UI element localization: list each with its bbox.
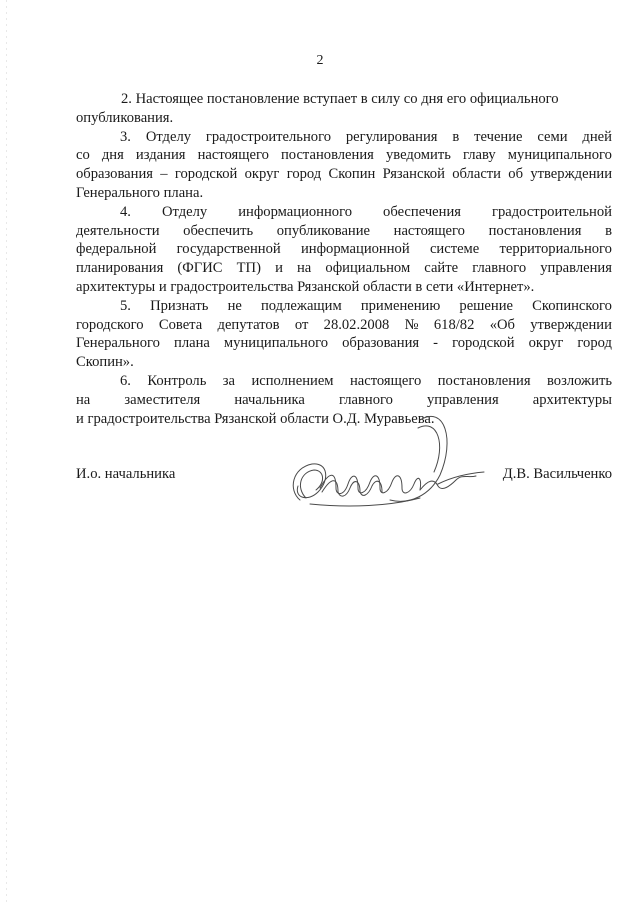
text-segment: округ	[244, 166, 280, 183]
text-segment: обеспечения	[383, 203, 461, 220]
text-segment: главного	[472, 260, 527, 277]
text-segment: регулирования	[345, 128, 438, 145]
text-segment: Контроль	[147, 372, 207, 389]
text-segment: муниципального	[223, 335, 329, 352]
text-segment: архитектуры	[532, 391, 612, 408]
text-segment: опубликования.	[76, 109, 174, 126]
text-line-p3-l3	[76, 165, 612, 184]
text-segment: городской	[174, 166, 238, 183]
text-segment: сайте	[424, 260, 459, 277]
text-segment: исполнением	[251, 372, 334, 389]
text-segment: постановления	[437, 372, 531, 389]
text-segment: городского	[76, 316, 144, 333]
text-line-p2-l2	[76, 109, 612, 128]
text-segment: территориального	[499, 241, 612, 258]
text-segment: Совета	[158, 316, 203, 333]
text-segment: Признать	[150, 297, 209, 314]
text-line-p4-l2	[76, 222, 612, 241]
text-segment: в	[605, 222, 612, 239]
text-segment: Скопинского	[532, 297, 612, 314]
text-segment: 2.	[121, 91, 132, 107]
text-segment: 618/82	[433, 316, 475, 333]
text-segment: течение	[474, 128, 523, 145]
text-line-p6-l1	[76, 372, 612, 391]
text-line-p5-l1	[76, 297, 612, 316]
text-segment: издания	[135, 147, 186, 164]
signer-position: И.о. начальника	[76, 466, 176, 482]
text-segment: постановления	[280, 147, 374, 164]
text-segment: –	[160, 166, 168, 183]
text-segment: плана	[174, 335, 210, 352]
text-segment: применению	[360, 297, 441, 314]
text-segment: семи	[537, 128, 568, 145]
text-segment: решение	[459, 297, 513, 314]
text-segment: за	[222, 372, 236, 389]
text-segment: федеральной	[76, 241, 157, 258]
text-segment: в	[452, 128, 460, 145]
text-segment: информационного	[238, 203, 353, 220]
text-segment: деятельности	[76, 222, 160, 239]
text-segment: 4.	[120, 203, 131, 220]
text-segment: Генерального плана.	[76, 184, 204, 201]
text-segment: официальном	[325, 260, 411, 277]
text-segment: -	[433, 335, 439, 352]
text-segment: опубликование	[276, 222, 371, 239]
text-segment: образования	[76, 166, 153, 183]
text-segment: системе	[429, 241, 480, 258]
text-segment: от	[294, 316, 309, 333]
text-segment: главу	[462, 147, 496, 164]
text-line-p5-l2	[76, 316, 612, 335]
text-segment: управления	[540, 260, 612, 277]
text-line-p3-l4	[76, 184, 612, 203]
signature-block	[76, 466, 612, 490]
text-segment: (ФГИС	[177, 260, 223, 277]
text-segment: постановление вступает в силу со дня его официального	[206, 91, 559, 107]
text-segment: образования	[342, 335, 420, 352]
text-segment: дней	[582, 128, 612, 145]
text-segment: №	[404, 316, 419, 333]
text-segment: заместителя	[124, 391, 201, 408]
text-segment: 28.02.2008	[323, 316, 390, 333]
text-segment: ТП)	[236, 260, 261, 277]
text-line-p4-l4	[76, 259, 612, 278]
text-segment: подлежащим	[260, 297, 342, 314]
text-segment: настоящего	[349, 372, 422, 389]
text-line-p5-l4	[76, 353, 612, 372]
text-segment: об	[508, 166, 524, 183]
text-segment: настоящего	[393, 222, 465, 239]
text-segment: настоящего	[197, 147, 269, 164]
text-segment: со	[76, 147, 90, 164]
text-segment: Отделу	[161, 203, 208, 220]
text-segment: возложить	[546, 372, 612, 389]
page-number: 2	[316, 53, 324, 68]
text-segment: на	[76, 391, 91, 408]
text-line-p5-l3	[76, 334, 612, 353]
text-segment: управления	[427, 391, 499, 408]
text-segment: главного	[338, 391, 393, 408]
text-segment: уведомить	[385, 147, 451, 164]
text-segment: Генерального	[76, 335, 160, 352]
text-segment: не	[227, 297, 242, 314]
text-segment: постановления	[488, 222, 582, 239]
text-segment: Скопин».	[76, 354, 134, 371]
text-segment: округ	[528, 335, 564, 352]
text-segment: «Об	[489, 316, 515, 333]
text-segment: городской	[452, 335, 515, 352]
text-segment: градостроительного	[205, 128, 331, 145]
text-line-p3-l2	[76, 146, 612, 165]
text-segment: государственной	[176, 241, 281, 258]
text-line-p4-l5	[76, 278, 612, 297]
text-segment: муниципального	[507, 147, 612, 164]
text-segment: Отделу	[145, 128, 192, 145]
text-segment: Скопин	[328, 166, 376, 183]
text-segment: начальника	[234, 391, 305, 408]
text-segment: архитектуры и градостроительства Рязанской области в сети «Интернет».	[76, 278, 535, 295]
text-segment: Рязанской	[382, 166, 445, 183]
text-segment: город	[286, 166, 322, 183]
scan-edge-artifact	[6, 0, 7, 905]
text-segment: информационной	[300, 241, 410, 258]
text-segment: планирования	[76, 260, 164, 277]
text-segment: на	[296, 260, 312, 277]
document-body	[76, 90, 612, 428]
text-line-p4-l1	[76, 203, 612, 222]
text-segment: Настоящее	[135, 91, 204, 107]
text-segment: обеспечить	[183, 222, 254, 239]
text-segment: и градостроительства Рязанской области О.Д. Муравьева.	[76, 410, 435, 427]
text-line-p4-l3	[76, 240, 612, 259]
text-segment: и	[275, 260, 283, 277]
text-segment: дня	[101, 147, 124, 164]
text-segment: 6.	[120, 372, 131, 389]
signer-name: Д.В. Васильченко	[502, 466, 612, 482]
handwritten-signature	[270, 400, 490, 520]
text-segment: области	[452, 166, 501, 183]
text-segment: депутатов	[217, 316, 280, 333]
text-segment: утверждении	[530, 166, 612, 183]
text-segment: 5.	[120, 297, 131, 314]
text-segment: 3.	[120, 128, 131, 145]
text-line-p3-l1	[76, 128, 612, 147]
text-segment: градостроительной	[491, 203, 612, 220]
text-segment: город	[577, 335, 612, 352]
text-segment: утверждении	[530, 316, 612, 333]
text-line-p2-l1	[76, 90, 612, 109]
